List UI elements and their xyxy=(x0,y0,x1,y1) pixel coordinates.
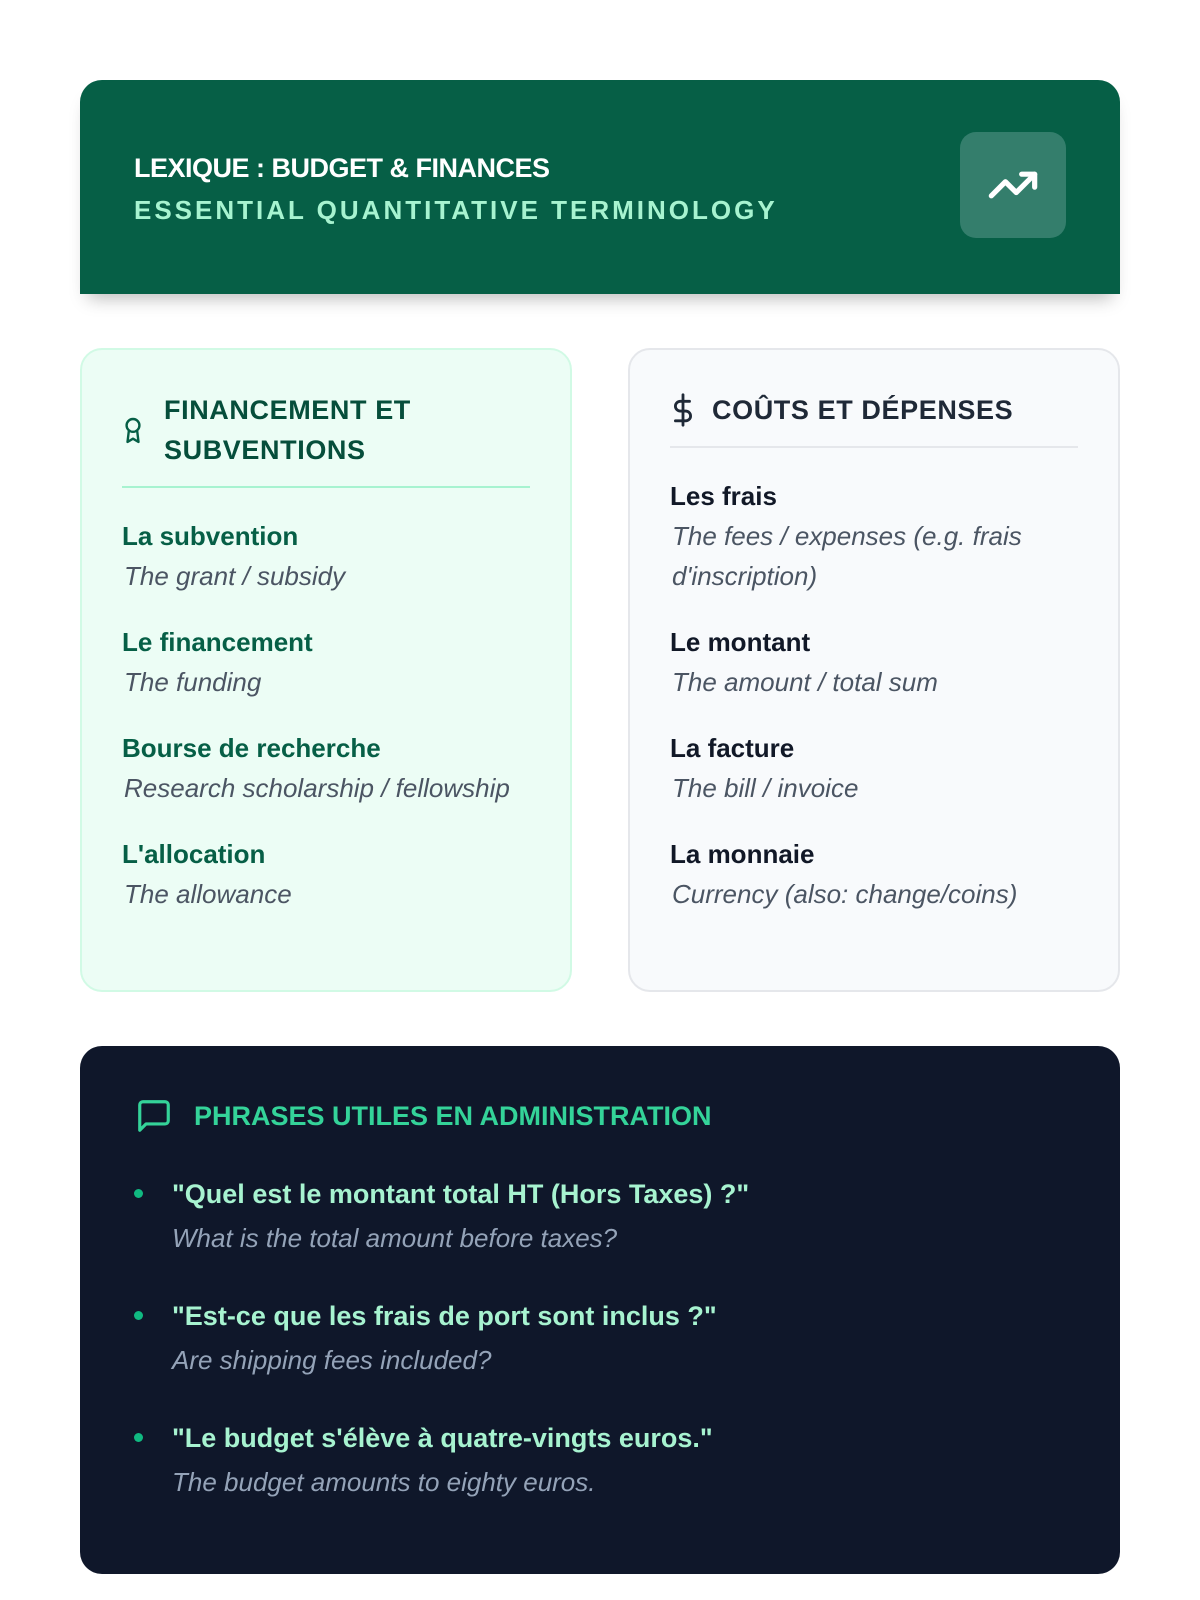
header-banner xyxy=(80,80,1120,294)
bullet-icon xyxy=(134,1189,143,1198)
costs-card-title: COÛTS ET DÉPENSES xyxy=(712,395,1014,425)
funding-card xyxy=(80,348,572,992)
costs-term-list xyxy=(670,476,1078,914)
term-item xyxy=(122,516,530,596)
trending-up-icon xyxy=(987,159,1039,211)
phrase-item xyxy=(134,1296,1066,1380)
page-subtitle: ESSENTIAL QUANTITATIVE TERMINOLOGY xyxy=(134,195,778,225)
term-english: The fees / expenses (e.g. frais d'inscription) xyxy=(672,521,1022,591)
phrase-english: Are shipping fees included? xyxy=(172,1345,492,1375)
phrase-french: "Le budget s'élève à quatre-vingts euros." xyxy=(172,1423,713,1453)
phrase-english: What is the total amount before taxes? xyxy=(172,1223,618,1253)
costs-card xyxy=(628,348,1120,992)
term-english: The grant / subsidy xyxy=(124,561,346,591)
term-item xyxy=(670,834,1078,914)
page-title: LEXIQUE : BUDGET & FINANCES xyxy=(134,153,550,183)
dollar-sign-icon xyxy=(670,392,696,428)
term-french: La facture xyxy=(670,733,795,763)
bullet-icon xyxy=(134,1311,143,1320)
term-french: La monnaie xyxy=(670,839,815,869)
funding-card-header xyxy=(122,390,530,488)
phrase-item xyxy=(134,1174,1066,1258)
phrases-title: PHRASES UTILES EN ADMINISTRATION xyxy=(194,1101,712,1131)
term-french: Bourse de recherche xyxy=(122,733,381,763)
term-item xyxy=(122,834,530,914)
phrases-header xyxy=(134,1096,1066,1136)
term-item xyxy=(670,728,1078,808)
funding-term-list xyxy=(122,516,530,914)
term-item xyxy=(670,622,1078,702)
term-english: Currency (also: change/coins) xyxy=(672,879,1018,909)
award-icon xyxy=(122,416,144,444)
term-french: Le montant xyxy=(670,627,811,657)
term-english: The bill / invoice xyxy=(672,773,859,803)
phrase-list xyxy=(134,1174,1066,1502)
costs-card-icon-wrap xyxy=(670,392,700,428)
bullet-icon xyxy=(134,1433,143,1442)
phrase-item xyxy=(134,1418,1066,1502)
term-english: Research scholarship / fellowship xyxy=(124,773,510,803)
term-item xyxy=(670,476,1078,596)
term-item xyxy=(122,622,530,702)
term-english: The allowance xyxy=(124,879,292,909)
header-text xyxy=(134,147,778,227)
term-item xyxy=(122,728,530,808)
term-french: La subvention xyxy=(122,521,299,551)
term-french: L'allocation xyxy=(122,839,266,869)
phrase-french: "Est-ce que les frais de port sont inclus ?" xyxy=(172,1301,717,1331)
term-english: The funding xyxy=(124,667,262,697)
costs-card-header xyxy=(670,390,1078,448)
phrases-icon-wrap xyxy=(134,1096,174,1136)
term-french: Les frais xyxy=(670,481,777,511)
funding-card-icon-wrap xyxy=(122,416,152,444)
vocabulary-cards xyxy=(80,348,1120,992)
funding-card-title: FINANCEMENT ET SUBVENTIONS xyxy=(164,395,411,465)
term-french: Le financement xyxy=(122,627,313,657)
phrase-french: "Quel est le montant total HT (Hors Taxes) ?" xyxy=(172,1179,750,1209)
message-square-icon xyxy=(134,1097,174,1135)
phrase-english: The budget amounts to eighty euros. xyxy=(172,1467,596,1497)
phrases-panel xyxy=(80,1046,1120,1574)
term-english: The amount / total sum xyxy=(672,667,938,697)
header-icon-box xyxy=(960,132,1066,238)
